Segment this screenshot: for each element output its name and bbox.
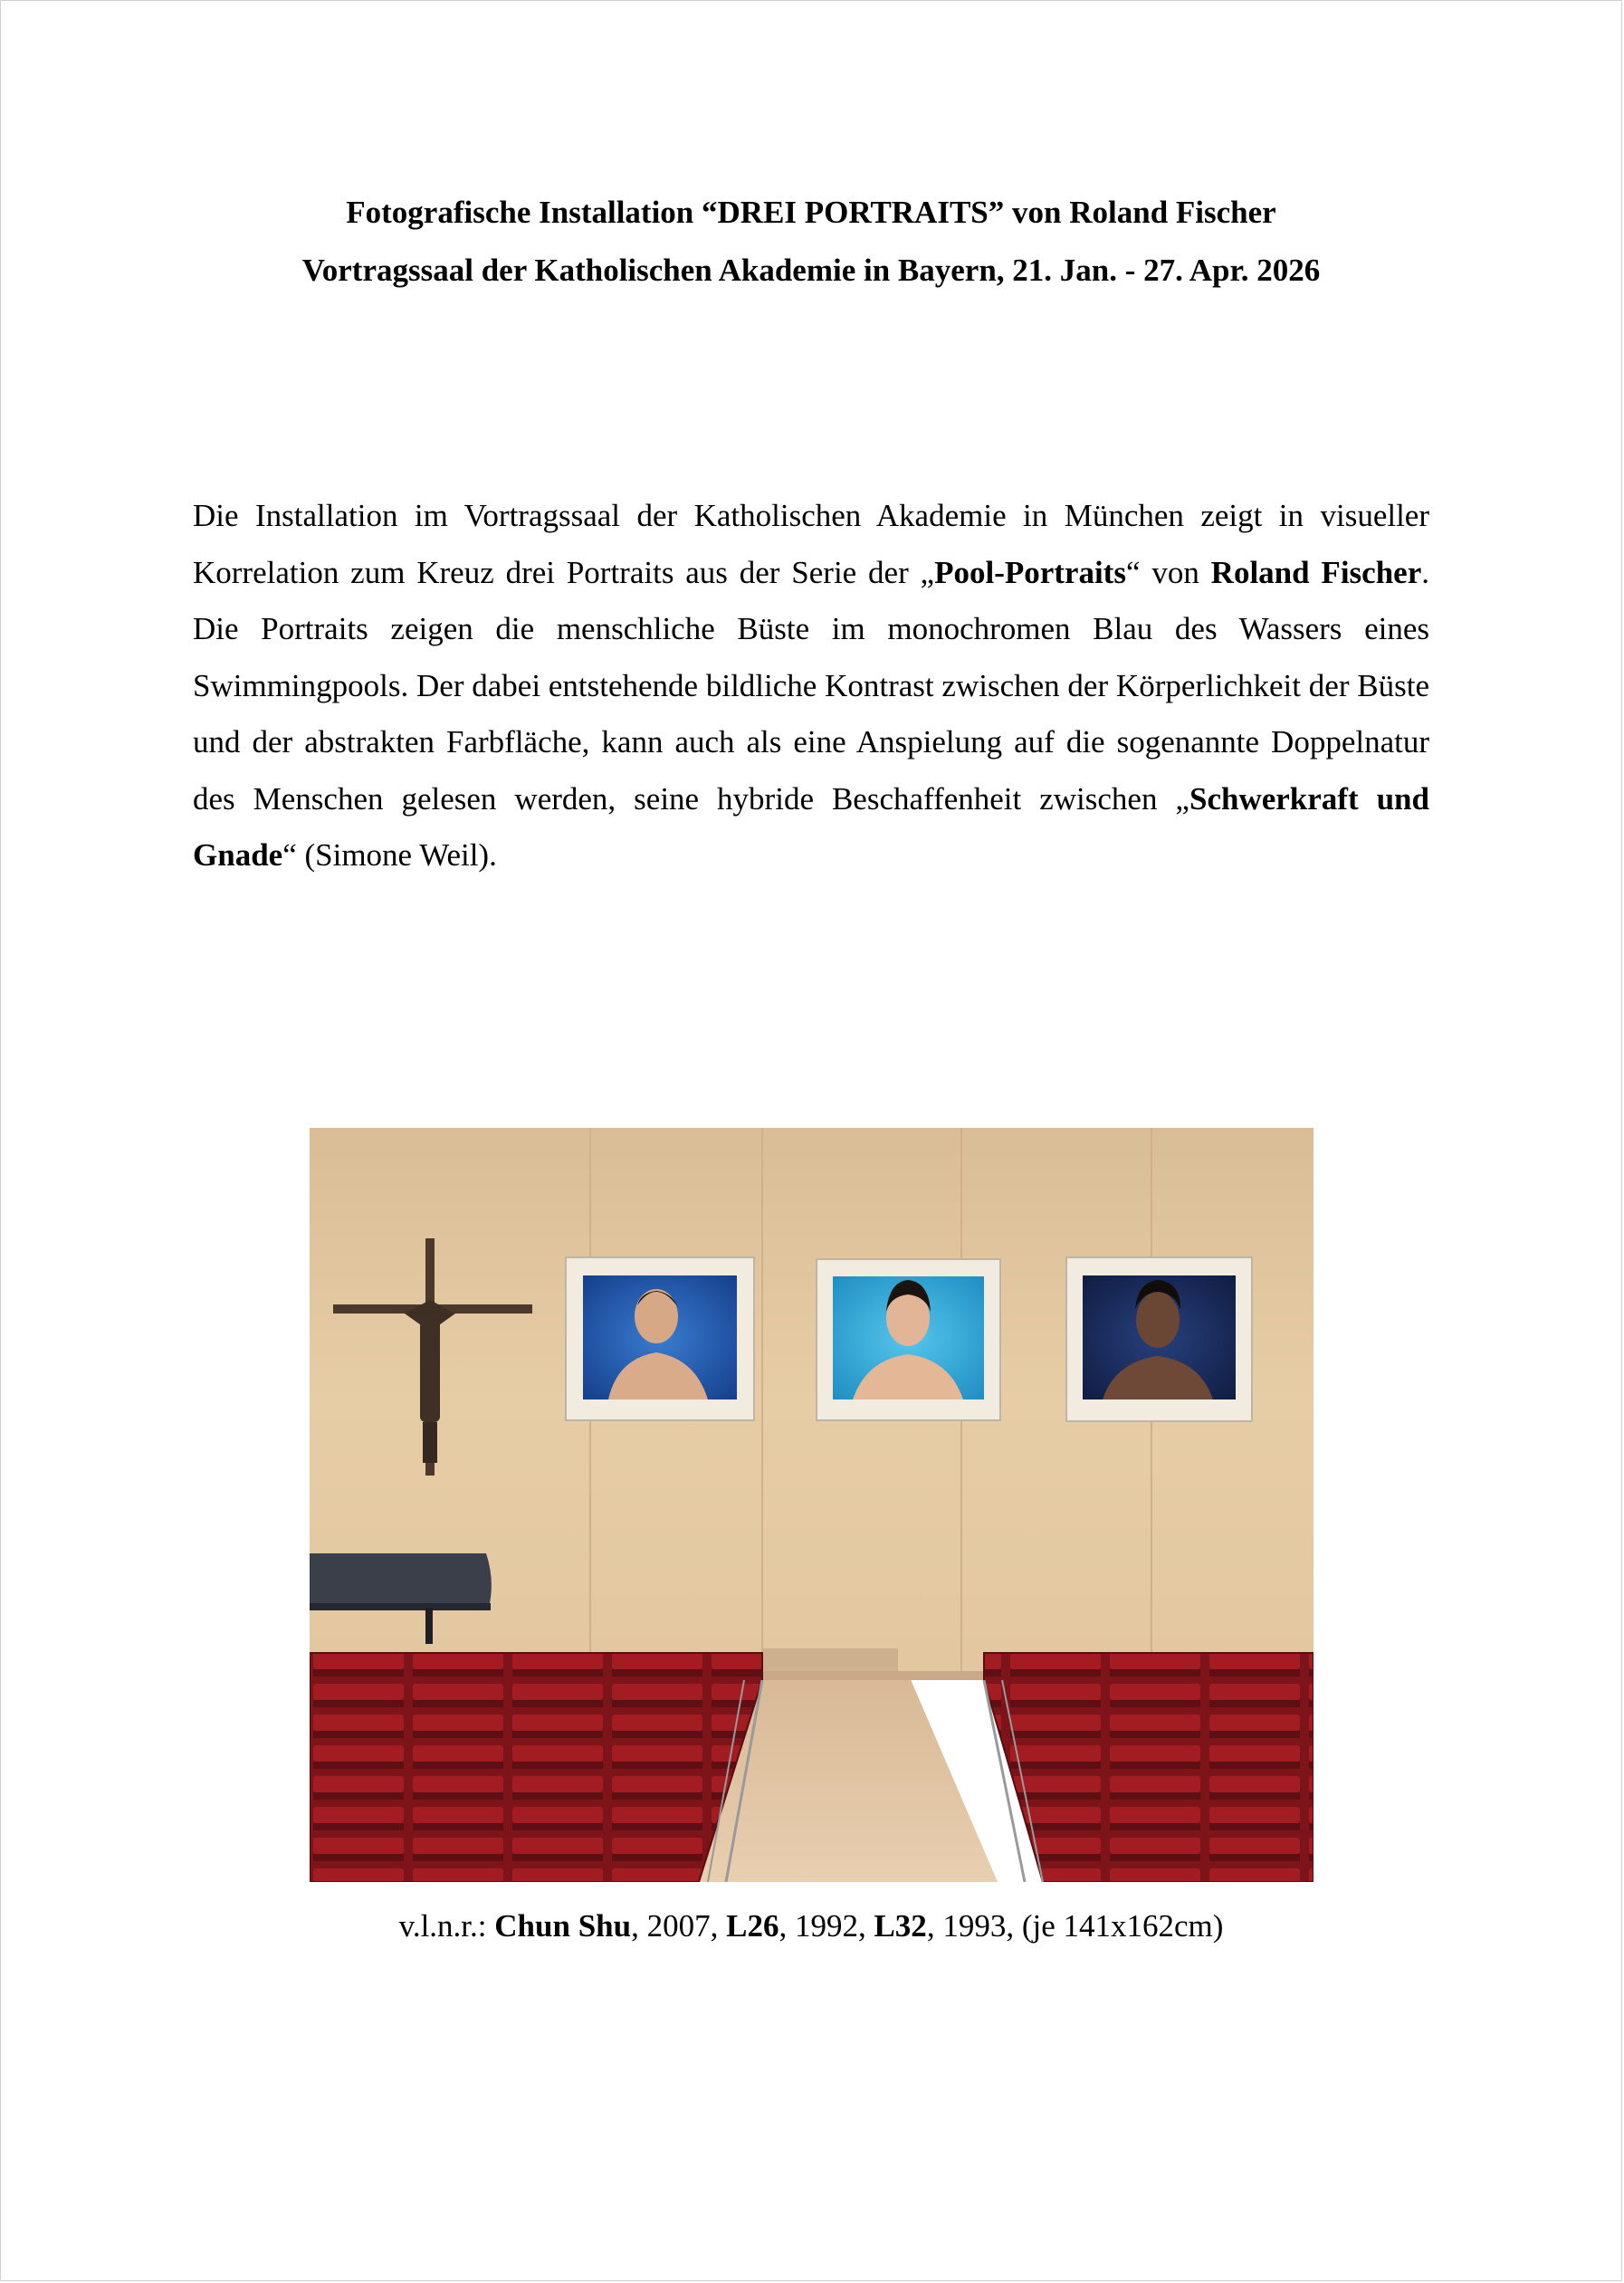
book-title: Schwerkraft und Gnade — [193, 780, 1429, 873]
chairs-right — [984, 1653, 1314, 1882]
portrait-frame-1 — [566, 1257, 754, 1420]
body-text-segment: “ von — [1125, 554, 1211, 590]
chairs-left — [310, 1653, 762, 1882]
document-subtitle: Vortragssaal der Katholischen Akademie in Bayern, 21. Jan. - 27. Apr. 2026 — [301, 253, 1321, 288]
body-paragraph — [193, 488, 1429, 884]
portrait-frame-2 — [817, 1259, 1000, 1420]
body-text-segment: . Die Portraits zeigen die menschliche Büste im monochromen Blau des Wassers eines Swimmingpools. Der dabei entstehende bildliche Kontrast zwischen der Körperlichkeit der Büste und der abstrakten Farbfläche, kann auch als eine Anspielung auf die sogenannte Doppelnatur des Menschen gelesen werden, seine hybride Beschaffenheit zwischen „ — [193, 554, 1429, 817]
caption-text: , 2007, — [631, 1908, 727, 1944]
work-title-3: L32 — [874, 1908, 927, 1944]
body-text-segment: “ (Simone Weil). — [282, 837, 497, 873]
series-name: Pool-Portraits — [934, 554, 1126, 590]
caption-text: , 1992, — [779, 1908, 874, 1944]
caption-text: , 1993, (je 141x162cm) — [926, 1908, 1224, 1944]
document-title: Fotografische Installation “DREI PORTRAITS” von Roland Fischer — [346, 195, 1276, 230]
body-text-segment: Die Installation im Vortragssaal der Katholischen Akademie in München zeigt in visueller Korrelation zum Kreuz drei Portraits aus der Serie der „ — [193, 498, 1429, 590]
work-title-1: Chun Shu — [494, 1908, 632, 1944]
artist-name: Roland Fischer — [1210, 554, 1422, 590]
photo-caption — [1, 1907, 1621, 1945]
caption-text: v.l.n.r.: — [398, 1908, 495, 1944]
installation-photo — [310, 1128, 1314, 1882]
work-title-2: L26 — [726, 1908, 779, 1944]
portrait-frame-3 — [1066, 1257, 1252, 1421]
